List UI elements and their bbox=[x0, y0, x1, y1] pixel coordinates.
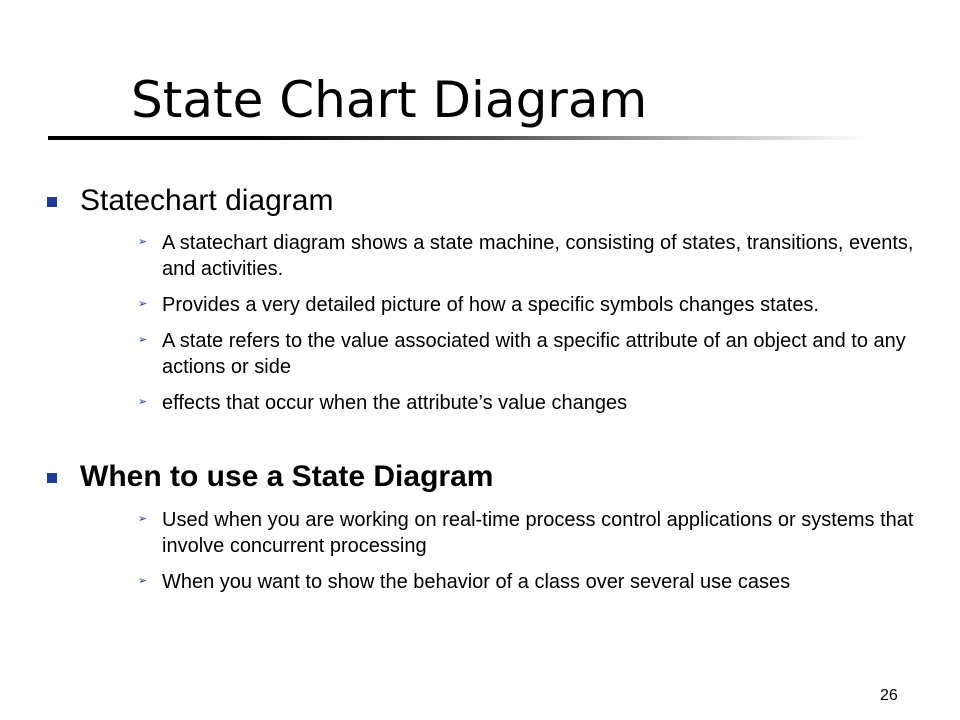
section-when-to-use bbox=[0, 459, 960, 595]
sub-bullet-text: effects that occur when the attribute’s value changes bbox=[162, 392, 628, 414]
slide-title: State Chart Diagram bbox=[131, 71, 648, 129]
sub-bullet bbox=[0, 507, 922, 559]
sub-bullet-text: When you want to show the behavior of a class over several use cases bbox=[162, 571, 791, 593]
arrow-bullet-icon: ➢ bbox=[138, 236, 148, 248]
arrow-bullet-icon: ➢ bbox=[138, 396, 148, 408]
bullet-heading: Statechart diagram bbox=[80, 184, 334, 217]
arrow-bullet-icon: ➢ bbox=[138, 298, 148, 310]
square-bullet-icon bbox=[47, 197, 57, 207]
bullet-when-to-use bbox=[0, 459, 960, 495]
section-statechart bbox=[0, 183, 960, 416]
sub-bullet bbox=[0, 569, 922, 595]
sub-bullet bbox=[0, 292, 922, 318]
sub-bullet-text: A state refers to the value associated with a specific attribute of an object and to any actions or side bbox=[162, 330, 906, 378]
bullet-statechart-diagram bbox=[0, 183, 960, 219]
sub-bullet bbox=[0, 230, 922, 282]
sub-bullet bbox=[0, 390, 922, 416]
sub-bullet-text: Used when you are working on real-time process control applications or systems that involve concurrent processing bbox=[162, 509, 914, 557]
sub-bullet-text: A statechart diagram shows a state machine, consisting of states, transitions, events, and activities. bbox=[162, 232, 914, 280]
sub-bullet bbox=[0, 328, 922, 380]
title-underline bbox=[48, 136, 868, 140]
page-number: 26 bbox=[880, 687, 898, 704]
square-bullet-icon bbox=[47, 473, 57, 483]
sub-bullet-text: Provides a very detailed picture of how a specific symbols changes states. bbox=[162, 294, 819, 316]
bullet-heading: When to use a State Diagram bbox=[80, 460, 494, 493]
arrow-bullet-icon: ➢ bbox=[138, 334, 148, 346]
arrow-bullet-icon: ➢ bbox=[138, 575, 148, 587]
arrow-bullet-icon: ➢ bbox=[138, 513, 148, 525]
